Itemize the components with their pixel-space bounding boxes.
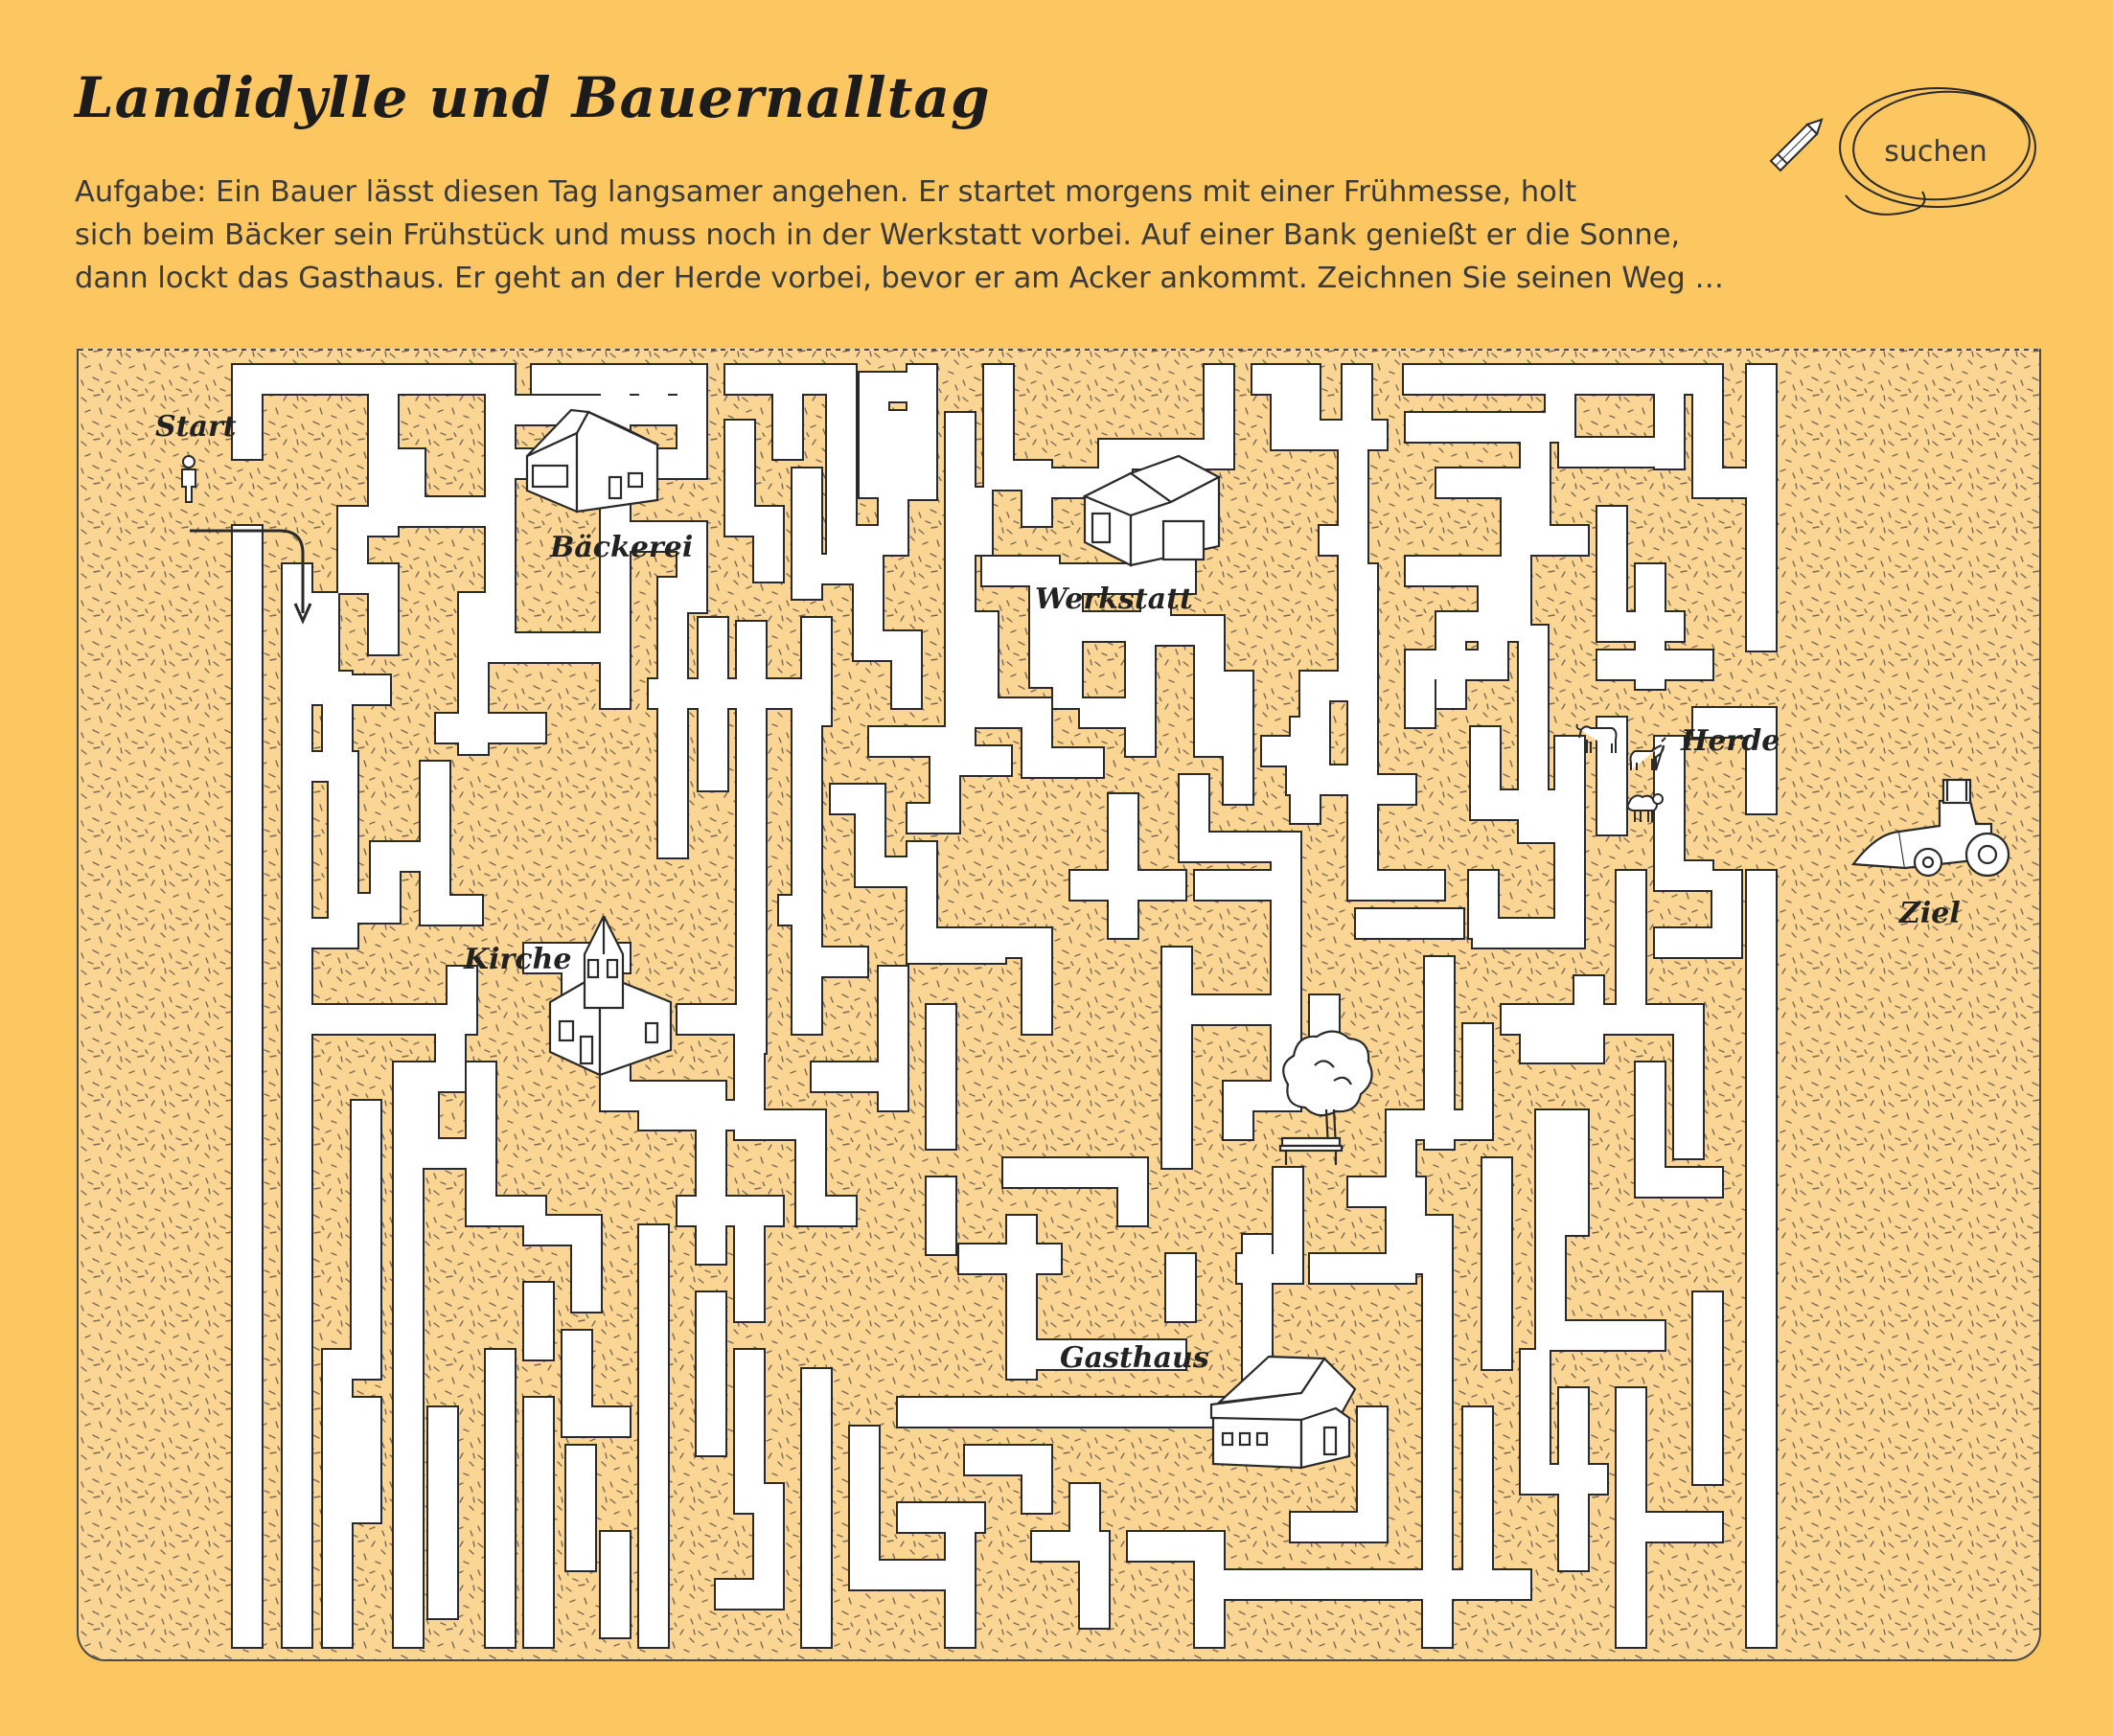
inn-building-icon <box>1206 1351 1359 1475</box>
workshop-label: Werkstatt <box>1035 582 1193 616</box>
cow-icon <box>1573 719 1621 757</box>
task-line: dann lockt das Gasthaus. Er geht an der Herde vorbei, bevor er am Acker ankommt. Zeichnen Sie seinen Weg … <box>75 262 1724 295</box>
church-icon <box>546 916 680 1079</box>
search-button[interactable]: suchen <box>1840 103 2032 199</box>
start-label: Start <box>155 410 237 444</box>
bakery-building-icon <box>521 406 665 531</box>
goat-icon <box>1623 734 1671 772</box>
task-description <box>75 171 1800 300</box>
task-line: Aufgabe: Ein Bauer lässt diesen Tag langsamer angehen. Er startet morgens mit einer Frühmesse, holt <box>75 175 1577 209</box>
inn-label: Gasthaus <box>1060 1341 1209 1375</box>
maze-board <box>77 349 2041 1661</box>
person-icon <box>174 454 203 504</box>
maze-grid[interactable] <box>79 349 2039 1659</box>
church-label: Kirche <box>464 943 572 976</box>
bakery-label: Bäckerei <box>550 531 694 564</box>
workshop-building-icon <box>1079 454 1223 579</box>
herd-label: Herde <box>1681 724 1780 758</box>
sheep-icon <box>1621 789 1665 824</box>
arrow-down-icon <box>184 521 318 627</box>
task-line: sich beim Bäcker sein Frühstück und muss noch in der Werkstatt vorbei. Auf einer Bank genießt er die Sonne, <box>75 218 1681 252</box>
goal-label: Ziel <box>1899 897 1961 930</box>
tractor-icon <box>1848 776 2020 881</box>
pencil-icon <box>1771 115 1826 171</box>
page-title: Landidylle und Bauernalltag <box>75 65 991 130</box>
bench-icon <box>1278 1132 1345 1167</box>
